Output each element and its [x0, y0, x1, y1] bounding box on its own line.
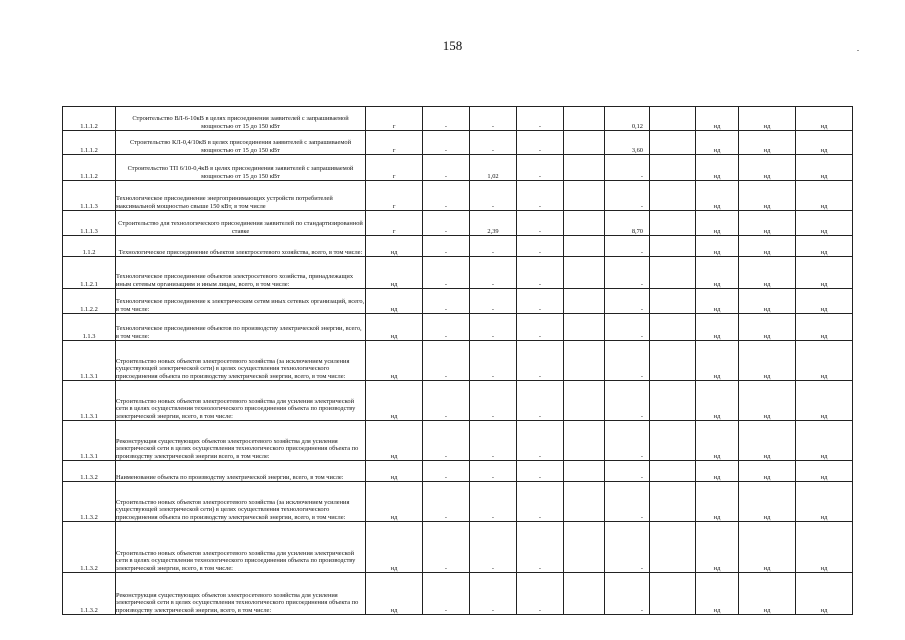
row-nd-cell: нд	[696, 482, 739, 522]
row-nd-cell: нд	[739, 236, 796, 257]
row-value-cell: -	[423, 314, 470, 341]
row-nd-cell: нд	[739, 131, 796, 155]
row-value-cell: -	[470, 341, 517, 381]
row-nd-cell: нд	[796, 573, 853, 615]
row-empty-cell	[564, 107, 605, 131]
row-empty-cell	[650, 522, 696, 573]
row-unit-cell: г	[366, 211, 423, 236]
row-nd-cell: нд	[696, 131, 739, 155]
row-empty-cell	[564, 257, 605, 289]
row-nd-cell: нд	[739, 522, 796, 573]
row-empty-cell	[650, 155, 696, 181]
row-value-cell: -	[605, 289, 650, 314]
data-table	[62, 106, 853, 615]
row-name-cell: Строительство новых объектов электросетевого хозяйства для усиления электрической сети в целях осуществления технологического присоединения объекта по производству электрической энергии, всего, в том числе:	[116, 381, 366, 421]
row-value-cell: -	[423, 421, 470, 461]
row-value-cell: -	[605, 522, 650, 573]
row-name-cell: Строительство новых объектов электросетевого хозяйства (за исключением усиления существующей электрической сети) в целях осуществления технологического присоединения объекта по производству электрической энергии, всего, в том числе:	[116, 482, 366, 522]
row-nd-cell: нд	[739, 289, 796, 314]
row-unit-cell: нд	[366, 461, 423, 482]
table-row	[63, 573, 853, 615]
row-value-cell: -	[470, 482, 517, 522]
row-empty-cell	[650, 381, 696, 421]
row-empty-cell	[564, 421, 605, 461]
row-nd-cell: нд	[796, 381, 853, 421]
row-nd-cell: нд	[696, 257, 739, 289]
row-unit-cell: нд	[366, 341, 423, 381]
row-name-cell: Строительство КЛ-0,4/10кВ в целях присоединения заявителей с запрашиваемой мощностью от 15 до 150 кВт	[116, 131, 366, 155]
row-value-cell: -	[605, 461, 650, 482]
row-nd-cell: нд	[739, 381, 796, 421]
table-row	[63, 107, 853, 131]
row-value-cell: -	[517, 107, 564, 131]
row-unit-cell: г	[366, 181, 423, 211]
row-nd-cell: нд	[696, 155, 739, 181]
row-empty-cell	[650, 314, 696, 341]
row-empty-cell	[650, 341, 696, 381]
row-name-cell: Технологическое присоединение энергопринимающих устройств потребителей максимальной мощностью свыше 150 кВт, в том числе	[116, 181, 366, 211]
row-nd-cell: нд	[739, 155, 796, 181]
row-value-cell: 1,02	[470, 155, 517, 181]
row-value-cell: -	[470, 314, 517, 341]
page-number: 158	[442, 38, 463, 53]
row-value-cell: -	[423, 341, 470, 381]
row-nd-cell: нд	[696, 341, 739, 381]
row-nd-cell: нд	[696, 381, 739, 421]
row-nd-cell: нд	[796, 461, 853, 482]
row-code-cell: 1.1.1.3	[63, 181, 116, 211]
row-value-cell: 0,12	[605, 107, 650, 131]
row-value-cell: -	[605, 573, 650, 615]
row-unit-cell: г	[366, 155, 423, 181]
row-value-cell: -	[423, 257, 470, 289]
row-name-cell: Реконструкция существующих объектов электросетевого хозяйства для усиления электрической сети в целях осуществления технологического присоединения объекта по производству электрической энергии, всего, в том числе:	[116, 573, 366, 615]
row-empty-cell	[650, 211, 696, 236]
row-name-cell: Строительство ВЛ-6-10кВ в целях присоединения заявителей с запрашиваемой мощностью от 15 до 150 кВт	[116, 107, 366, 131]
row-value-cell: -	[470, 421, 517, 461]
row-empty-cell	[564, 289, 605, 314]
row-value-cell: -	[517, 461, 564, 482]
table-row	[63, 181, 853, 211]
row-value-cell: -	[470, 289, 517, 314]
row-value-cell: -	[423, 211, 470, 236]
row-value-cell: -	[605, 482, 650, 522]
row-nd-cell: нд	[739, 107, 796, 131]
row-code-cell: 1.1.3.1	[63, 341, 116, 381]
row-nd-cell: нд	[739, 314, 796, 341]
row-empty-cell	[564, 522, 605, 573]
row-unit-cell: нд	[366, 257, 423, 289]
row-empty-cell	[564, 131, 605, 155]
row-empty-cell	[650, 131, 696, 155]
row-unit-cell: г	[366, 107, 423, 131]
row-name-cell: Технологическое присоединение объектов электросетевого хозяйства, принадлежащих иным сетевым организациям и иным лицам, всего, в том числе:	[116, 257, 366, 289]
row-name-cell: Реконструкция существующих объектов электросетевого хозяйства для усиления электрической сети в целях осуществления технологического присоединения объекта по производству электрической энергии всего, в том числе:	[116, 421, 366, 461]
row-empty-cell	[564, 341, 605, 381]
row-nd-cell: нд	[696, 573, 739, 615]
row-empty-cell	[564, 155, 605, 181]
row-nd-cell: нд	[796, 314, 853, 341]
row-nd-cell: нд	[739, 257, 796, 289]
table-row	[63, 236, 853, 257]
row-value-cell: -	[517, 289, 564, 314]
row-name-cell: Наименование объекта по производству электрической энергии, всего, в том числе:	[116, 461, 366, 482]
row-value-cell: -	[423, 131, 470, 155]
row-unit-cell: нд	[366, 482, 423, 522]
row-code-cell: 1.1.2	[63, 236, 116, 257]
row-value-cell: -	[605, 181, 650, 211]
table-row	[63, 257, 853, 289]
row-nd-cell: нд	[796, 289, 853, 314]
row-unit-cell: нд	[366, 236, 423, 257]
row-code-cell: 1.1.2.1	[63, 257, 116, 289]
row-unit-cell: нд	[366, 314, 423, 341]
row-empty-cell	[564, 211, 605, 236]
row-value-cell: -	[470, 257, 517, 289]
row-empty-cell	[650, 236, 696, 257]
scan-dot	[857, 50, 859, 51]
table-row	[63, 482, 853, 522]
row-nd-cell: нд	[739, 181, 796, 211]
row-value-cell: -	[423, 482, 470, 522]
row-value-cell: -	[605, 314, 650, 341]
row-value-cell: -	[423, 522, 470, 573]
row-value-cell: -	[470, 181, 517, 211]
row-value-cell: -	[470, 381, 517, 421]
row-value-cell: -	[517, 573, 564, 615]
row-empty-cell	[650, 289, 696, 314]
row-nd-cell: нд	[796, 522, 853, 573]
row-nd-cell: нд	[696, 181, 739, 211]
row-code-cell: 1.1.3.2	[63, 573, 116, 615]
row-code-cell: 1.1.1.2	[63, 131, 116, 155]
row-nd-cell: нд	[696, 421, 739, 461]
row-value-cell: -	[423, 381, 470, 421]
row-nd-cell: нд	[739, 461, 796, 482]
row-empty-cell	[650, 107, 696, 131]
row-empty-cell	[650, 482, 696, 522]
row-nd-cell: нд	[739, 573, 796, 615]
row-value-cell: -	[470, 461, 517, 482]
row-name-cell: Строительство новых объектов электросетевого хозяйства (за исключением усиления существующей электрической сети) в целях осуществления технологического присоединения объекта по производству электрической энергии, всего, в том числе:	[116, 341, 366, 381]
row-nd-cell: нд	[739, 482, 796, 522]
row-value-cell: -	[605, 341, 650, 381]
row-value-cell: -	[470, 107, 517, 131]
row-value-cell: -	[423, 107, 470, 131]
row-empty-cell	[650, 257, 696, 289]
row-value-cell: -	[517, 482, 564, 522]
row-value-cell: -	[517, 421, 564, 461]
row-value-cell: -	[423, 181, 470, 211]
row-code-cell: 1.1.3	[63, 314, 116, 341]
table-row	[63, 131, 853, 155]
row-unit-cell: г	[366, 131, 423, 155]
row-nd-cell: нд	[739, 341, 796, 381]
row-value-cell: -	[517, 341, 564, 381]
row-value-cell: -	[517, 236, 564, 257]
row-nd-cell: нд	[696, 461, 739, 482]
row-empty-cell	[564, 461, 605, 482]
row-value-cell: 3,60	[605, 131, 650, 155]
row-value-cell: -	[517, 131, 564, 155]
row-code-cell: 1.1.2.2	[63, 289, 116, 314]
row-unit-cell: нд	[366, 421, 423, 461]
row-empty-cell	[564, 482, 605, 522]
row-value-cell: -	[517, 211, 564, 236]
row-nd-cell: нд	[796, 131, 853, 155]
row-code-cell: 1.1.3.2	[63, 482, 116, 522]
row-empty-cell	[650, 573, 696, 615]
row-value-cell: -	[470, 573, 517, 615]
row-nd-cell: нд	[796, 211, 853, 236]
row-value-cell: -	[423, 155, 470, 181]
row-empty-cell	[564, 381, 605, 421]
table-row	[63, 341, 853, 381]
row-value-cell: -	[517, 381, 564, 421]
row-value-cell: -	[423, 461, 470, 482]
row-value-cell: 2,39	[470, 211, 517, 236]
row-unit-cell: нд	[366, 381, 423, 421]
table-row	[63, 381, 853, 421]
row-empty-cell	[650, 181, 696, 211]
row-code-cell: 1.1.3.1	[63, 381, 116, 421]
row-value-cell: -	[605, 257, 650, 289]
row-unit-cell: нд	[366, 289, 423, 314]
row-name-cell: Строительство для технологического присоединения заявителей по стандартизированной ставке	[116, 211, 366, 236]
row-value-cell: -	[605, 155, 650, 181]
row-nd-cell: нд	[739, 211, 796, 236]
row-value-cell: -	[605, 381, 650, 421]
row-nd-cell: нд	[696, 236, 739, 257]
row-code-cell: 1.1.1.3	[63, 211, 116, 236]
row-nd-cell: нд	[796, 341, 853, 381]
table-row	[63, 314, 853, 341]
row-value-cell: -	[423, 236, 470, 257]
row-value-cell: -	[517, 522, 564, 573]
row-name-cell: Строительство ТП 6/10-0,4кВ в целях присоединения заявителей с запрашиваемой мощностью от 15 до 150 кВт	[116, 155, 366, 181]
row-value-cell: -	[517, 257, 564, 289]
row-value-cell: -	[470, 131, 517, 155]
table-row	[63, 522, 853, 573]
row-nd-cell: нд	[796, 181, 853, 211]
row-name-cell: Строительство новых объектов электросетевого хозяйства для усиления электрической сети в целях осуществления технологического присоединения объекта по производству электрической энергии, всего, в том числе:	[116, 522, 366, 573]
row-empty-cell	[564, 181, 605, 211]
row-nd-cell: нд	[796, 482, 853, 522]
row-value-cell: -	[605, 421, 650, 461]
table-row	[63, 421, 853, 461]
row-value-cell: -	[423, 289, 470, 314]
table-body	[63, 107, 853, 615]
row-empty-cell	[564, 573, 605, 615]
row-code-cell: 1.1.3.2	[63, 461, 116, 482]
row-value-cell: -	[470, 522, 517, 573]
row-empty-cell	[650, 461, 696, 482]
row-empty-cell	[650, 421, 696, 461]
row-value-cell: -	[517, 181, 564, 211]
row-nd-cell: нд	[796, 421, 853, 461]
row-nd-cell: нд	[739, 421, 796, 461]
row-nd-cell: нд	[696, 289, 739, 314]
row-empty-cell	[564, 314, 605, 341]
row-code-cell: 1.1.1.2	[63, 107, 116, 131]
row-code-cell: 1.1.3.2	[63, 522, 116, 573]
row-code-cell: 1.1.3.1	[63, 421, 116, 461]
row-value-cell: -	[423, 573, 470, 615]
table-row	[63, 289, 853, 314]
row-nd-cell: нд	[796, 107, 853, 131]
row-nd-cell: нд	[696, 522, 739, 573]
row-nd-cell: нд	[796, 155, 853, 181]
row-value-cell: -	[517, 155, 564, 181]
row-unit-cell: нд	[366, 522, 423, 573]
row-nd-cell: нд	[696, 107, 739, 131]
row-value-cell: 8,70	[605, 211, 650, 236]
row-value-cell: -	[517, 314, 564, 341]
row-value-cell: -	[605, 236, 650, 257]
table-row	[63, 461, 853, 482]
row-unit-cell: нд	[366, 573, 423, 615]
row-name-cell: Технологическое присоединение к электрическим сетям иных сетевых организаций, всего, в том числе:	[116, 289, 366, 314]
row-name-cell: Технологическое присоединение объектов по производству электрической энергии, всего, в том числе:	[116, 314, 366, 341]
row-nd-cell: нд	[696, 211, 739, 236]
row-nd-cell: нд	[796, 236, 853, 257]
table-row	[63, 155, 853, 181]
row-nd-cell: нд	[796, 257, 853, 289]
table-row	[63, 211, 853, 236]
row-value-cell: -	[470, 236, 517, 257]
row-nd-cell: нд	[696, 314, 739, 341]
row-code-cell: 1.1.1.2	[63, 155, 116, 181]
row-name-cell: Технологическое присоединение объектов электросетевого хозяйства, всего, в том числе:	[116, 236, 366, 257]
row-empty-cell	[564, 236, 605, 257]
